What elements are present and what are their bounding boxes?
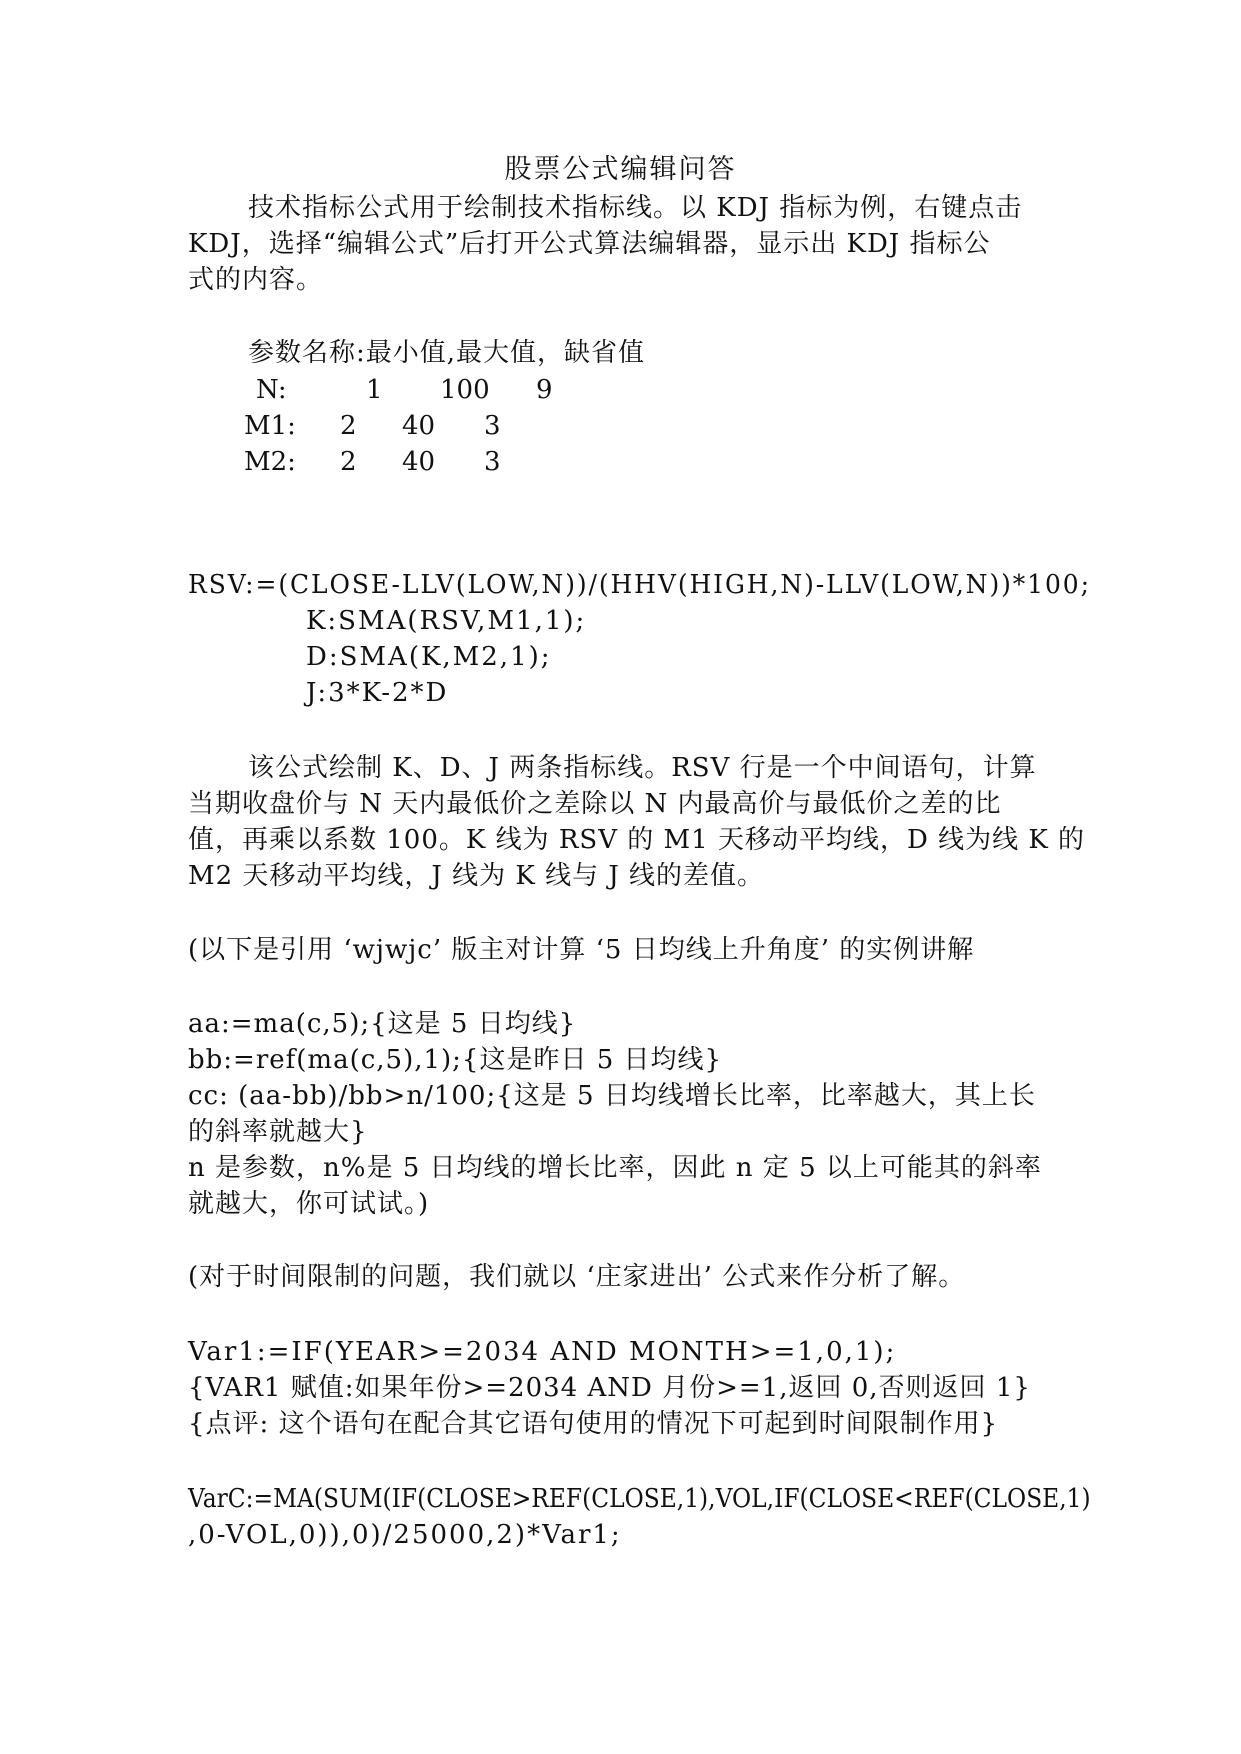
quote-line: n 是参数，n%是 5 日均线的增长比率，因此 n 定 5 以上可能其的斜率 xyxy=(188,1153,1042,1183)
quote-line: 就越大，你可试试。) xyxy=(188,1189,430,1219)
formula-d: D:SMA(K,M2,1); xyxy=(306,642,552,672)
intro-line: 技术指标公式用于绘制技术指标线。以 KDJ 指标为例，右键点击 xyxy=(248,193,1023,223)
time-intro: (对于时间限制的问题，我们就以 ‘庄家进出’ 公式来作分析了解。 xyxy=(188,1262,966,1292)
explain-line: 该公式绘制 K、D、J 两条指标线。RSV 行是一个中间语句，计算 xyxy=(248,753,1037,783)
time-code-line: {VAR1 赋值:如果年份>=2034 AND 月份>=1,返回 0,否则返回 1} xyxy=(188,1373,1031,1403)
param-default: 9 xyxy=(536,375,553,405)
params-header: 参数名称:最小值,最大值，缺省值 xyxy=(248,338,646,368)
page-title: 股票公式编辑问答 xyxy=(504,154,737,185)
formula-k: K:SMA(RSV,M1,1); xyxy=(306,606,587,636)
param-max: 40 xyxy=(402,447,436,477)
quote-line: bb:=ref(ma(c,5),1);{这是昨日 5 日均线} xyxy=(188,1045,723,1075)
param-name: N: xyxy=(256,375,287,405)
param-min: 2 xyxy=(340,447,357,477)
param-max: 40 xyxy=(402,411,436,441)
param-max: 100 xyxy=(440,375,490,405)
explain-line: 值，再乘以系数 100。K 线为 RSV 的 M1 天移动平均线，D 线为线 K 的 xyxy=(188,825,1086,855)
formula-j: J:3*K-2*D xyxy=(306,678,449,708)
explain-line: M2 天移动平均线，J 线为 K 线与 J 线的差值。 xyxy=(188,861,765,891)
quote-line: 的斜率就越大} xyxy=(188,1117,368,1147)
varc-line: ,0-VOL,0)),0)/25000,2)*Var1; xyxy=(188,1520,622,1550)
param-min: 1 xyxy=(366,375,383,405)
quote-line: cc: (aa-bb)/bb>n/100;{这是 5 日均线增长比率，比率越大，其上长 xyxy=(188,1081,1036,1111)
param-default: 3 xyxy=(484,447,501,477)
param-name: M1: xyxy=(244,411,296,441)
param-min: 2 xyxy=(340,411,357,441)
quote-line: aa:=ma(c,5);{这是 5 日均线} xyxy=(188,1009,577,1039)
intro-line: KDJ，选择“编辑公式”后打开公式算法编辑器，显示出 KDJ 指标公 xyxy=(188,229,991,259)
param-name: M2: xyxy=(244,447,296,477)
intro-line: 式的内容。 xyxy=(188,265,324,295)
explain-line: 当期收盘价与 N 天内最低价之差除以 N 内最高价与最低价之差的比 xyxy=(188,789,1002,819)
time-code-line: {点评: 这个语句在配合其它语句使用的情况下可起到时间限制作用} xyxy=(188,1409,999,1439)
param-default: 3 xyxy=(484,411,501,441)
quote-intro: (以下是引用 ‘wjwjc’ 版主对计算 ‘5 日均线上升角度’ 的实例讲解 xyxy=(188,935,975,965)
varc-line: VarC:=MA(SUM(IF(CLOSE>REF(CLOSE,1),VOL,IF(CLOSE<REF(CLOSE,1) xyxy=(188,1484,1091,1514)
formula-rsv: RSV:=(CLOSE-LLV(LOW,N))/(HHV(HIGH,N)-LLV(LOW,N))*100; xyxy=(188,570,1091,600)
time-code-line: Var1:=IF(YEAR>=2034 AND MONTH>=1,0,1); xyxy=(188,1337,897,1367)
